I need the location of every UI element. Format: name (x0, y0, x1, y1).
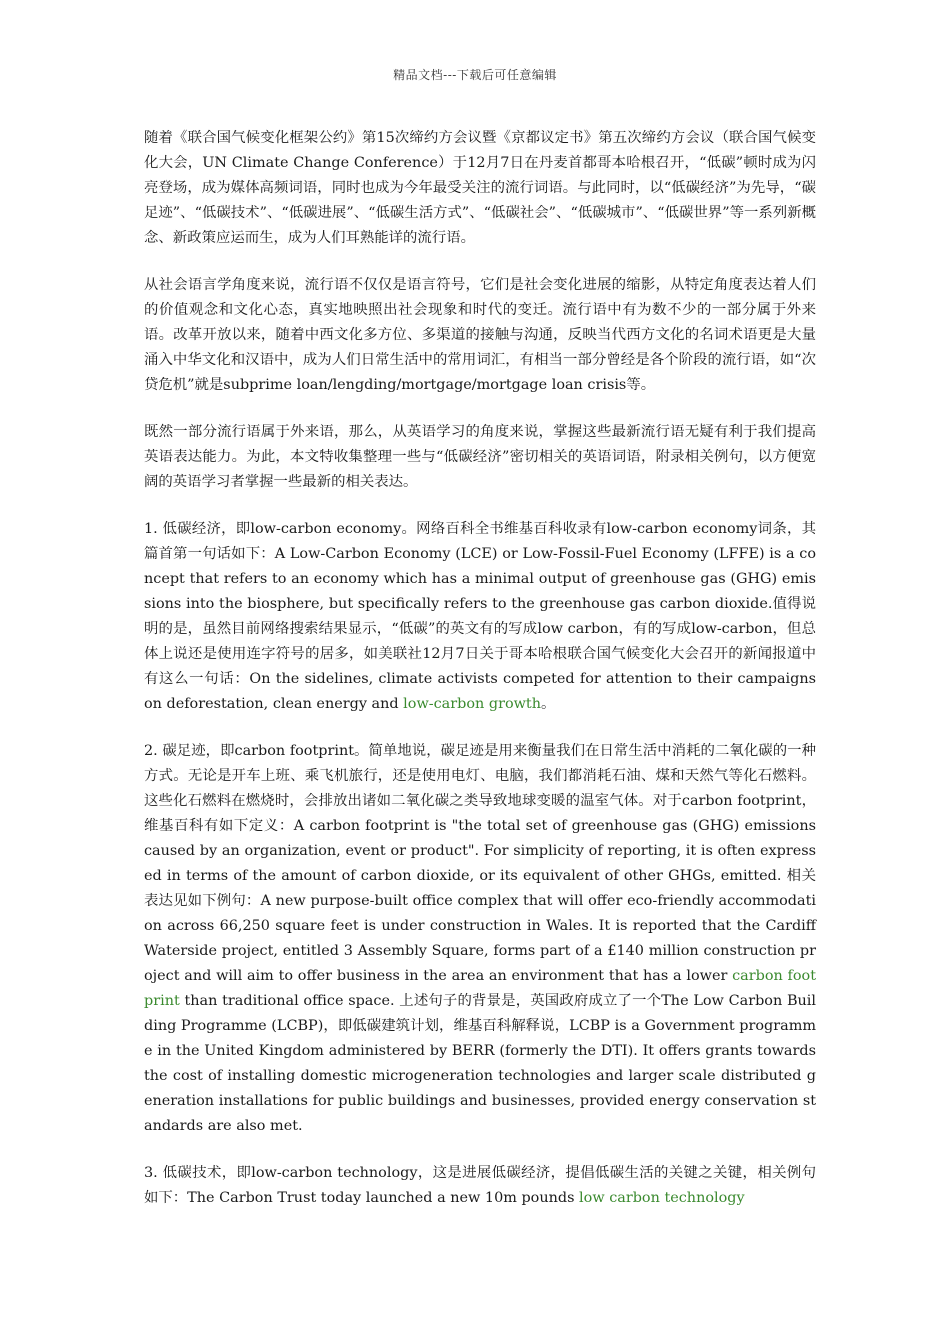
highlight-term: carbon footprint (144, 968, 816, 1009)
paragraph-item-1-low-carbon-economy (144, 517, 816, 717)
paragraph-text: 2. 碳足迹，即carbon footprint。简单地说，碳足迹是用来衡量我们在日常生活中消耗的二氧化碳的一种方式。无论是开车上班、乘飞机旅行，还是使用电灯、电脑，我们都消耗石油、煤和天然气等化石燃料。这些化石燃料在燃烧时，会排放出诸如二氧化碳之类导致地球变暖的温室气体。对于carbon footprint，维基百科有如下定义：A carbon footprint is "the total set of greenhouse gas (GHG) emissions caused by an organization, event or product". For simplicity of reporting, it is often expressed in terms of the amount of carbon dioxide, or its equivalent of other GHGs, emitted. 相关表达见如下例句：A new purpose-built office complex that will offer eco-friendly accommodation across 66,250 square feet is under construction in Wales. It is reported that the Cardiff Waterside project, entitled 3 Assembly Square, forms part of a £140 million construction project and will aim to offer business in the area an environment that has a lower (144, 743, 816, 984)
paragraph-text-end: 。 (540, 696, 556, 712)
paragraph-item-3-low-carbon-technology (144, 1161, 816, 1211)
paragraph-intro: 随着《联合国气候变化框架公约》第15次缔约方会议暨《京都议定书》第五次缔约方会议（联合国气候变化大会，UN Climate Change Conference）于12月7日在丹麦首都哥本哈根召开，“低碳”顿时成为闪亮登场，成为媒体高频词语，同时也成为今年最受关注的流行词语。与此同时，以“低碳经济”为先导，“碳足迹”、“低碳技术”、“低碳进展”、“低碳生活方式”、“低碳社会”、“低碳城市”、“低碳世界”等一系列新概念、新政策应运而生，成为人们耳熟能详的流行语。 (144, 130, 816, 246)
paragraph-purpose: 既然一部分流行语属于外来语，那么，从英语学习的角度来说，掌握这些最新流行语无疑有利于我们提高英语表达能力。为此，本文特收集整理一些与“低碳经济”密切相关的英语词语，附录相关例句，以方便宽阔的英语学习者掌握一些最新的相关表达。 (144, 424, 816, 490)
highlight-term: low carbon technology (579, 1190, 745, 1206)
paragraph-sociolinguistics: 从社会语言学角度来说，流行语不仅仅是语言符号，它们是社会变化进展的缩影，从特定角度表达着人们的价值观念和文化心态，真实地映照出社会现象和时代的变迁。流行语中有为数不少的一部分属于外来语。改革开放以来，随着中西文化多方位、多渠道的接触与沟通，反映当代西方文化的名词术语更是大量涌入中华文化和汉语中，成为人们日常生活中的常用词汇，有相当一部分曾经是各个阶段的流行语，如“次贷危机”就是subprime loan/lengding/mortgage/mortgage loan crisis等。 (144, 277, 816, 393)
page-header: 精品文档---下载后可任意编辑 (393, 68, 557, 82)
article-body (144, 126, 816, 1233)
highlight-term: low-carbon growth (403, 696, 541, 712)
paragraph-item-2-carbon-footprint (144, 739, 816, 1139)
paragraph-text: 3. 低碳技术，即low-carbon technology，这是进展低碳经济，提倡低碳生活的关键之关键，相关例句如下：The Carbon Trust today launched a new 10m pounds (144, 1165, 816, 1206)
paragraph-text-end: than traditional office space. 上述句子的背景是，英国政府成立了一个The Low Carbon Building Programme (LCBP)，即低碳建筑计划，维基百科解释说，LCBP is a Government programme in the United Kingdom administered by BERR (formerly the DTI). It offers grants towards the cost of installing domestic microgeneration technologies and larger scale distributed generation installations for public buildings and businesses, provided energy conservation standards are also met. (144, 993, 816, 1134)
paragraph-text: 1. 低碳经济，即low-carbon economy。网络百科全书维基百科收录有low-carbon economy词条，其篇首第一句话如下：A Low-Carbon Economy (LCE) or Low-Fossil-Fuel Economy (LFFE) is a concept that refers to an economy which has a minimal output of greenhouse gas (GHG) emissions into the biosphere, but specifically refers to the greenhouse gas carbon dioxide.值得说明的是，虽然目前网络搜索结果显示，“低碳”的英文有的写成low carbon，有的写成low-carbon，但总体上说还是使用连字符号的居多，如美联社12月7日关于哥本哈根联合国气候变化大会召开的新闻报道中有这么一句话：On the sidelines, climate activists competed for attention to their campaigns on deforestation, clean energy and (144, 521, 816, 712)
